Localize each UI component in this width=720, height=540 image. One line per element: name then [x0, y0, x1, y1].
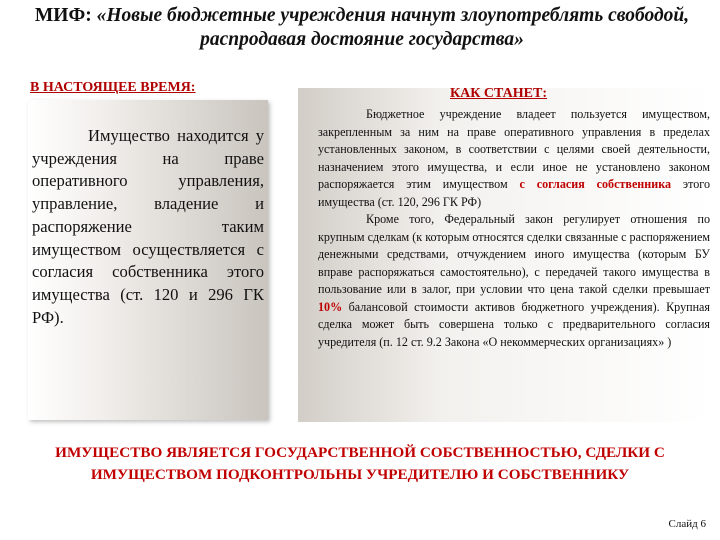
title-quote: «Новые бюджетные учреждения начнут злоупотреблять свободой, распродавая достояние государства»	[96, 5, 690, 50]
conclusion-text: ИМУЩЕСТВО ЯВЛЯЕТСЯ ГОСУДАРСТВЕННОЙ СОБСТВЕННОСТЬЮ, СДЕЛКИ С ИМУЩЕСТВОМ ПОДКОНТРОЛЬНЫ УЧРЕДИТЕЛЮ И СОБСТВЕННИКУ	[55, 444, 665, 483]
right-paragraph-2: Кроме того, Федеральный закон регулирует отношения по крупным сделкам (к которым относятся сделки связанные с распоряжением денежными средствами, отчуждением иного имущества (которым БУ вправе распоряжаться самостоятельно), с передачей такого имущества в пользование или в залог, при условии что цена такой сделки превышает 10% балансовой стоимости активов бюджетного учреждения). Крупная сделка может быть совершена только с предварительного согласия учредителя (п. 12 ст. 9.2 Закона «О некоммерческих организациях» )	[318, 212, 710, 349]
left-header: В НАСТОЯЩЕЕ ВРЕМЯ:	[30, 80, 196, 95]
left-panel-text: Имущество находится у учреждения на праве оперативного управления, управление, владение и распоряжение таким имуществом осуществляется с согласия собственника этого имущества (ст. 120 и 296 ГК РФ).	[32, 126, 264, 327]
title-label: МИФ:	[34, 5, 92, 26]
right-paragraph-1: Бюджетное учреждение владеет пользуется имуществом, закрепленным за ним на праве оперативного управления в пределах установленных законом, в соответствии с целями своей деятельности, назначением этого имущества, и если иное не установлено законом распоряжается этим имуществом с согласия собственника этого имущества (ст. 120, 296 ГК РФ)	[318, 107, 710, 209]
right-header: КАК СТАНЕТ:	[450, 86, 548, 101]
slide-title	[12, 4, 712, 52]
slide-number: Слайд 6	[668, 518, 706, 530]
right-panel-text	[318, 106, 710, 351]
